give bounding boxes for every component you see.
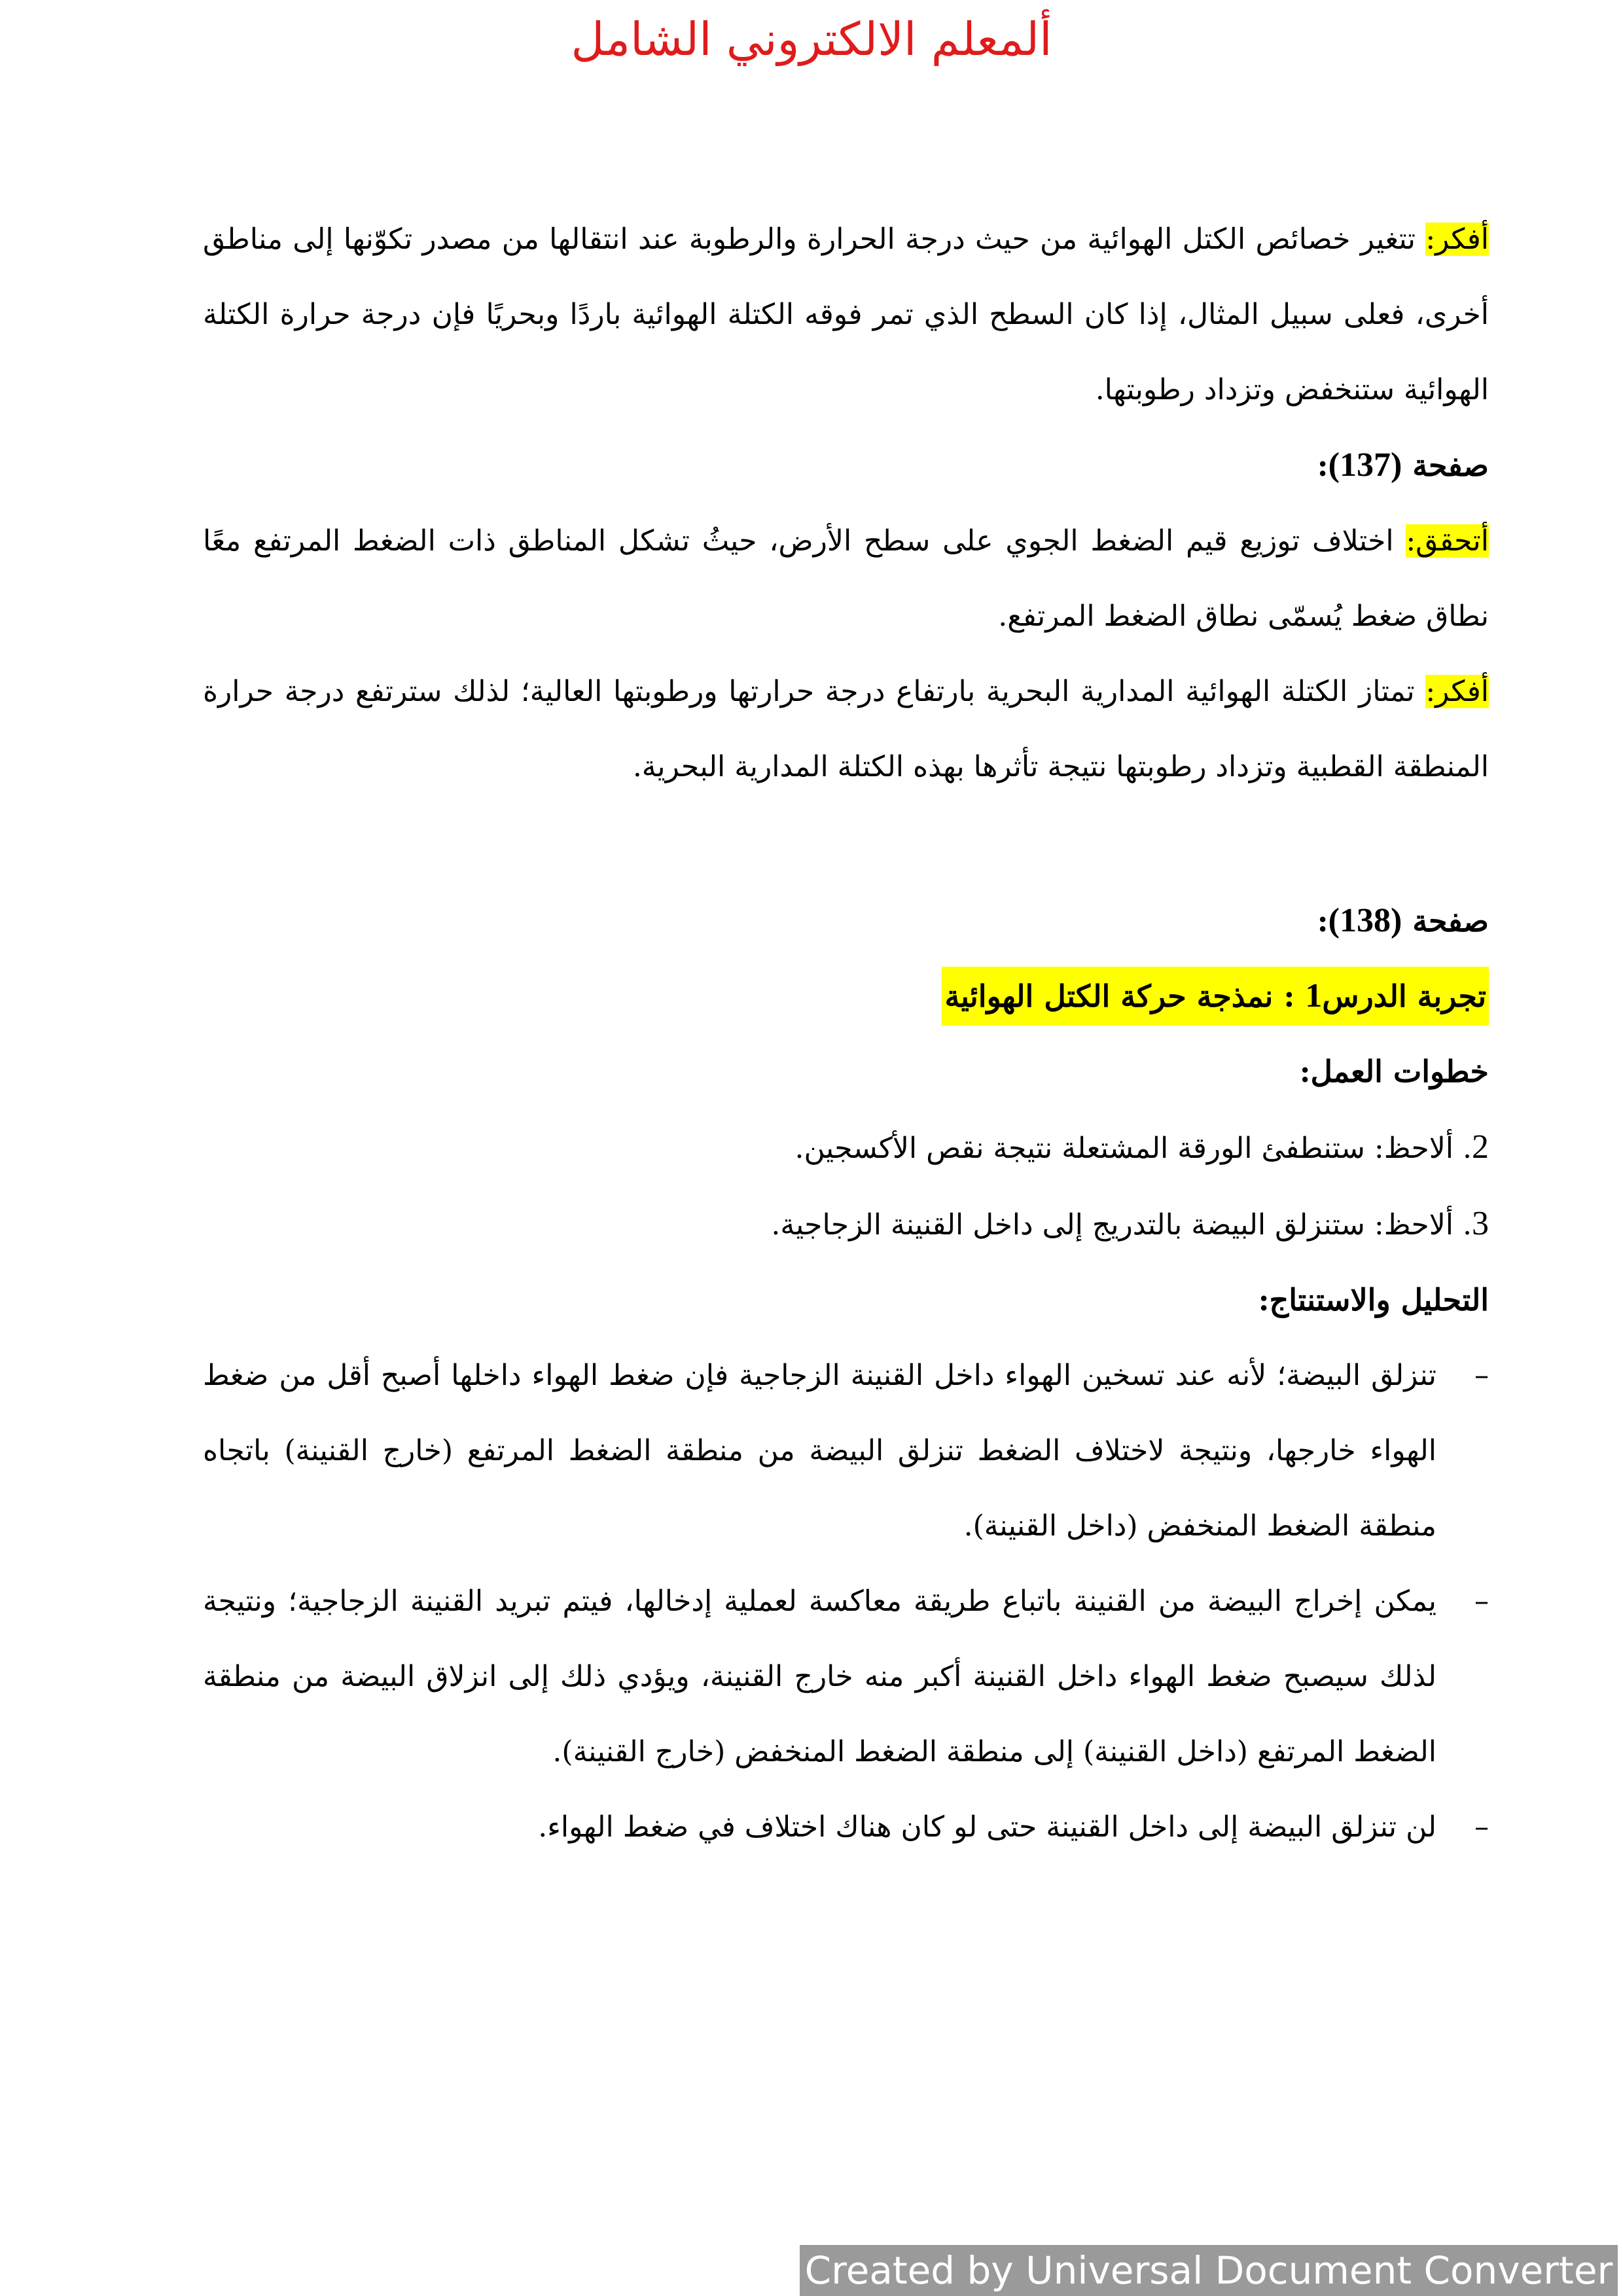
experiment-heading-row (203, 959, 1489, 1034)
page-137-prefix: صفحة (1402, 448, 1489, 483)
think-paragraph-1 (203, 202, 1489, 427)
think-label-2: أفكر: (1425, 675, 1489, 708)
think-label-1: أفكر: (1425, 223, 1489, 256)
experiment-prefix: تجربة الدرس (1322, 978, 1486, 1014)
steps-heading: خطوات العمل: (1299, 1054, 1489, 1089)
step-text: . ألاحظ: ستنطفئ الورقة المشتعلة نتيجة نقص الأكسجين. (794, 1132, 1472, 1165)
analysis-item (203, 1789, 1489, 1865)
verify-paragraph (203, 503, 1489, 654)
converter-watermark: Created by Universal Document Converter (800, 2245, 1618, 2296)
page-138-heading (203, 883, 1489, 959)
step-text: . ألاحظ: ستنزلق البيضة بالتدريج إلى داخل القنينة الزجاجية. (771, 1208, 1472, 1242)
page-138-prefix: صفحة (1402, 903, 1489, 939)
step-item (203, 1186, 1489, 1263)
step-item (203, 1109, 1489, 1186)
page-138-suffix: : (1317, 903, 1329, 939)
dash-marker: – (1474, 1359, 1489, 1392)
page-137-number: (137) (1328, 446, 1402, 484)
experiment-title (942, 967, 1489, 1026)
analysis-item (203, 1564, 1489, 1789)
dash-marker: – (1474, 1585, 1489, 1618)
step-number: 2 (1472, 1128, 1489, 1166)
think-text-2: تمتاز الكتلة الهوائية المدارية البحرية بارتفاع درجة حرارتها ورطوبتها العالية؛ لذلك سترتفع درجة حرارة المنطقة القطبية وتزداد رطوبتها نتيجة تأثرها بهذه الكتلة المدارية البحرية. (203, 675, 1489, 783)
page-137-heading (203, 427, 1489, 503)
analysis-text: يمكن إخراج البيضة من القنينة باتباع طريقة معاكسة لعملية إدخالها، فيتم تبريد القنينة الزجاجية؛ ونتيجة لذلك سيصبح ضغط الهواء داخل القنينة أكبر منه خارج القنينة، ويؤدي ذلك إلى انزلاق البيضة من منطقة الضغط المرتفع (داخل القنينة) إلى منطقة الضغط المنخفض (خارج القنينة). (203, 1585, 1436, 1768)
analysis-heading: التحليل والاستنتاج: (1258, 1282, 1489, 1318)
page-138-number: (138) (1328, 902, 1402, 939)
think-paragraph-2 (203, 654, 1489, 804)
dash-marker: – (1474, 1810, 1489, 1844)
page-title: ألمعلم الالكتروني الشامل (571, 12, 1052, 66)
analysis-list (203, 1338, 1489, 1865)
analysis-text: تنزلق البيضة؛ لأنه عند تسخين الهواء داخل القنينة الزجاجية فإن ضغط الهواء داخلها أصبح أقل من ضغط الهواء خارجها، ونتيجة لاختلاف الضغط تنزلق البيضة من منطقة الضغط المرتفع (خارج القنينة) باتجاه منطقة الضغط المنخفض (داخل القنينة). (203, 1359, 1436, 1543)
analysis-text: لن تنزلق البيضة إلى داخل القنينة حتى لو كان هناك اختلاف في ضغط الهواء. (538, 1810, 1436, 1844)
experiment-suffix: : نمذجة حركة الكتل الهوائية (944, 978, 1306, 1014)
page-137-suffix: : (1317, 448, 1329, 483)
analysis-item (203, 1338, 1489, 1564)
section-gap (203, 804, 1489, 883)
verify-label: أتحقق: (1406, 524, 1489, 558)
verify-text: اختلاف توزيع قيم الضغط الجوي على سطح الأرض، حيثُ تشكل المناطق ذات الضغط المرتفع معًا نطاق ضغط يُسمّى نطاق الضغط المرتفع. (203, 524, 1489, 633)
step-number: 3 (1472, 1205, 1489, 1242)
think-text-1: تتغير خصائص الكتل الهوائية من حيث درجة الحرارة والرطوبة عند انتقالها من مصدر تكوّنها إلى مناطق أخرى، فعلى سبيل المثال، إذا كان السطح الذي تمر فوقه الكتلة الهوائية باردًا وبحريًا فإن درجة حرارة الكتلة الهوائية ستنخفض وتزداد رطوبتها. (203, 223, 1489, 406)
experiment-number: 1 (1305, 977, 1323, 1014)
steps-list (203, 1109, 1489, 1263)
document-content (203, 202, 1489, 1865)
